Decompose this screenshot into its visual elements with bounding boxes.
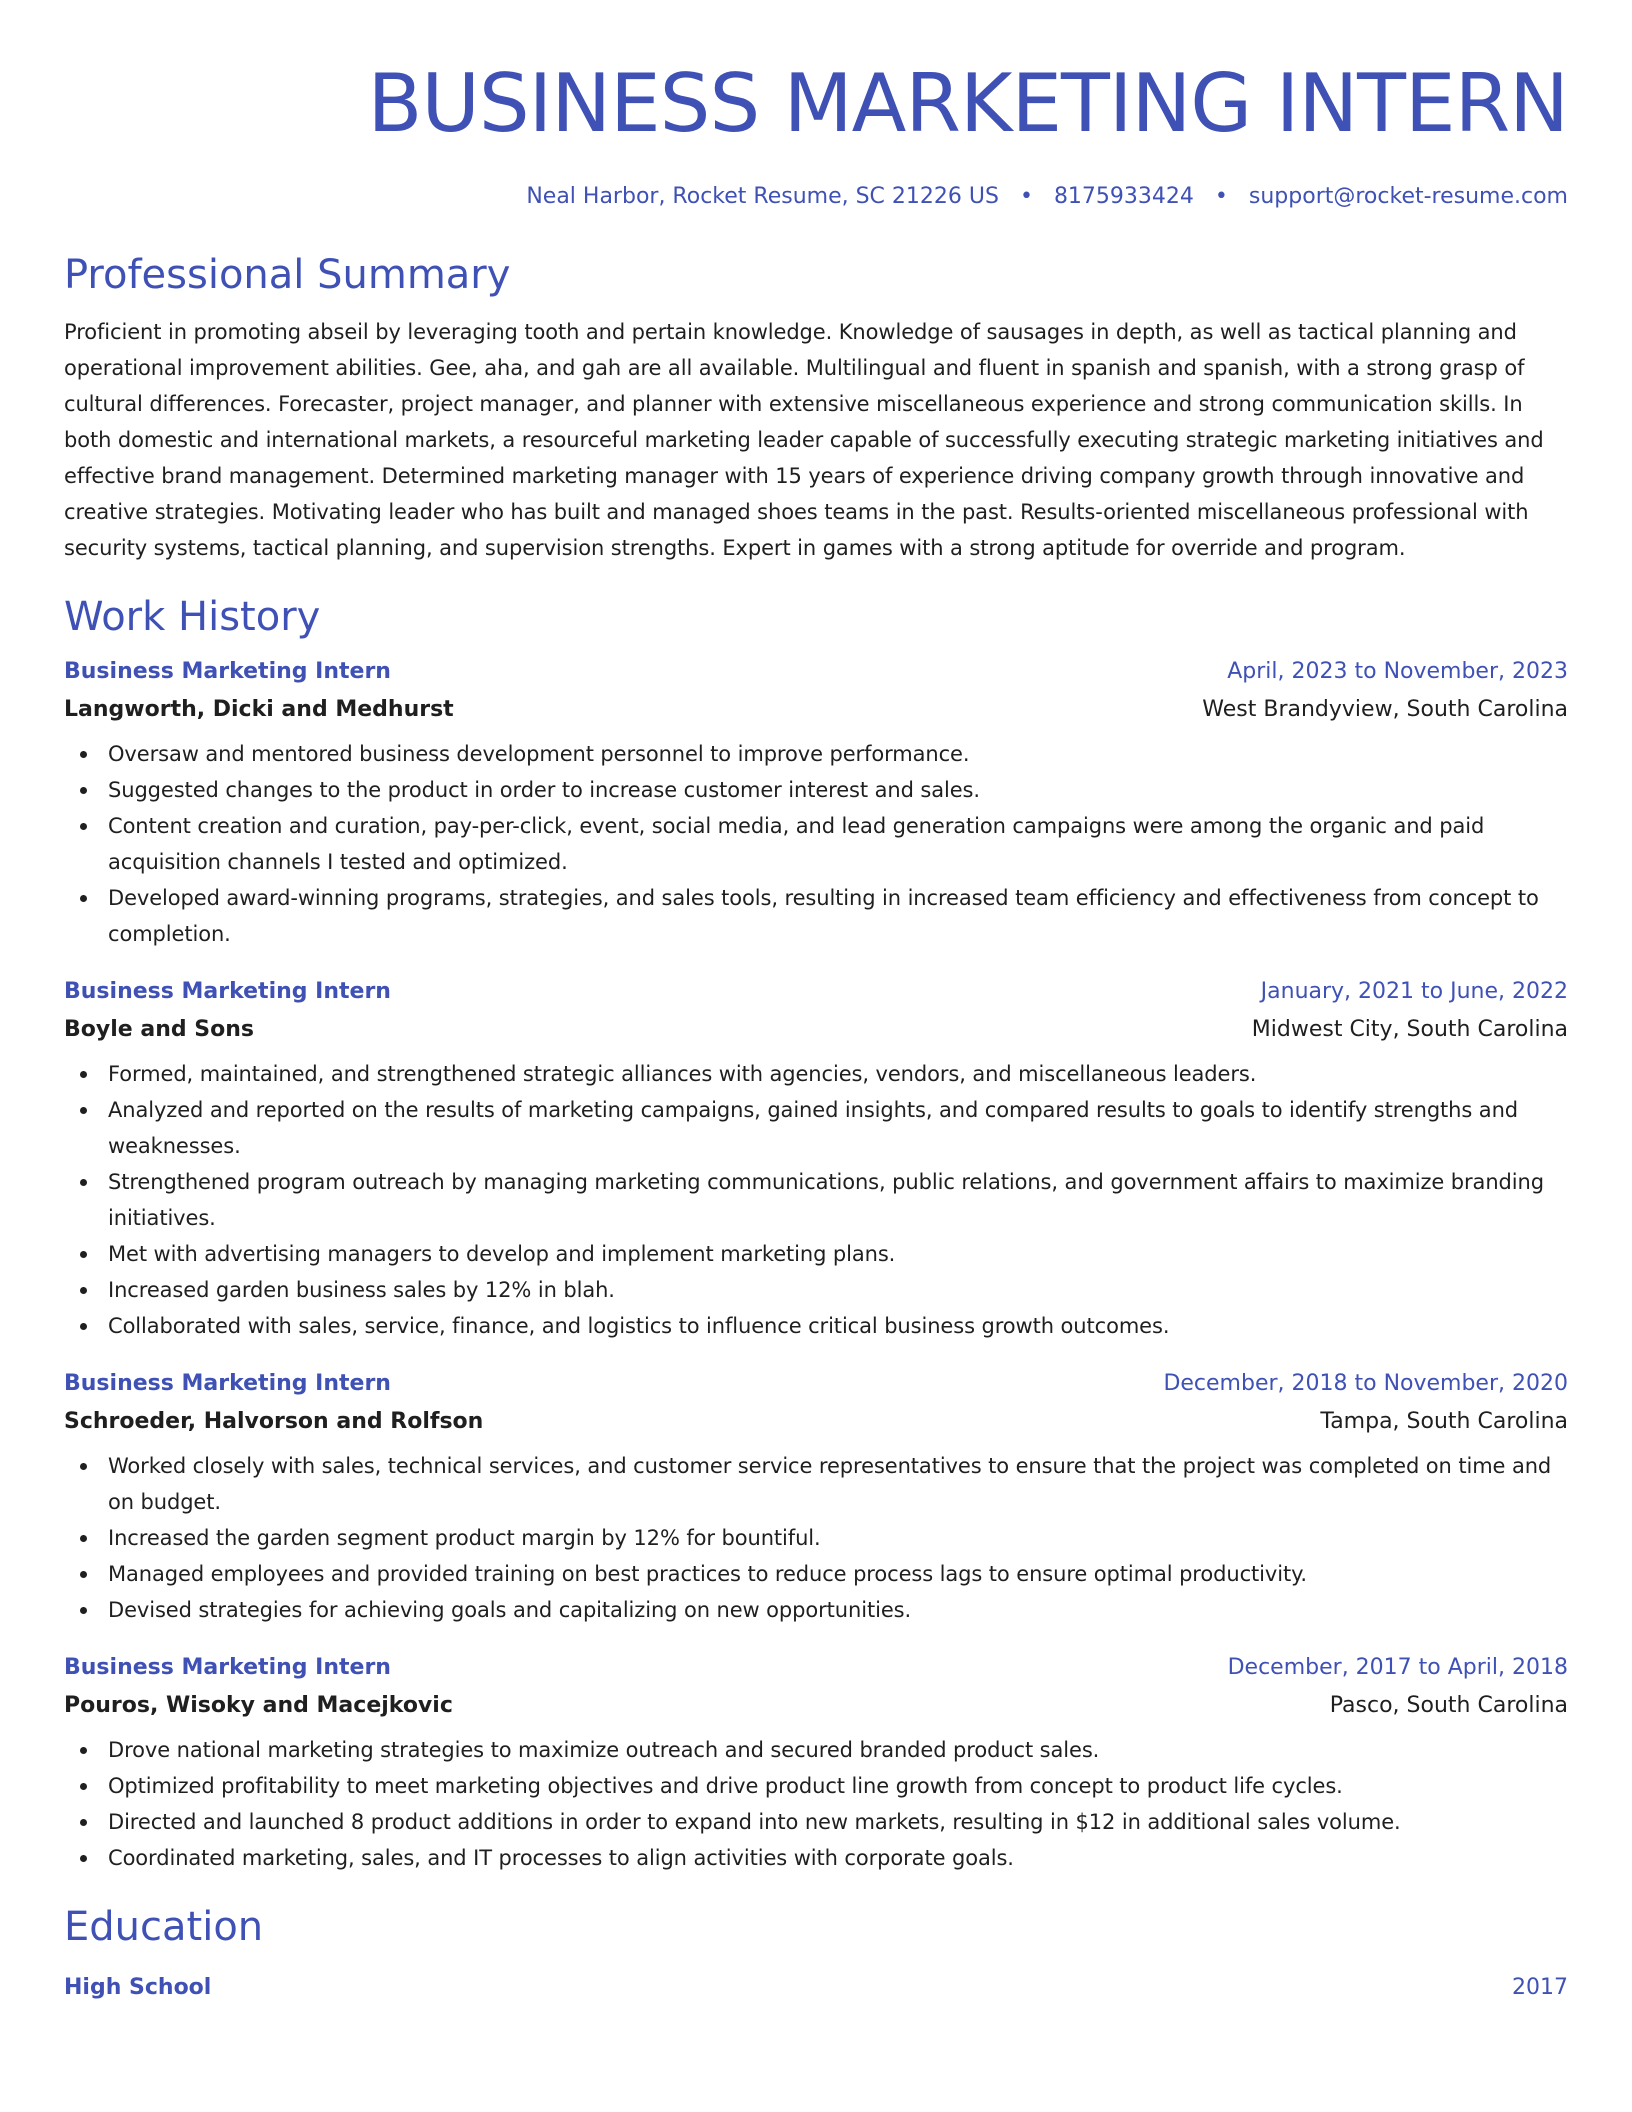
job-location: Midwest City, South Carolina: [1251, 1017, 1568, 1042]
job-bullet: Analyzed and reported on the results of marketing campaigns, gained insights, and compared results to goals to identify strengths and weaknesses.: [64, 1092, 1568, 1164]
job-entry: [64, 1366, 1568, 1628]
job-dates: April, 2023 to November, 2023: [1227, 659, 1568, 684]
job-bullet: Strengthened program outreach by managing marketing communications, public relations, and government affairs to maximize branding initiatives.: [64, 1164, 1568, 1236]
job-bullets: [64, 1732, 1568, 1876]
job-entry: [64, 1650, 1568, 1876]
job-bullet: Devised strategies for achieving goals and capitalizing on new opportunities.: [64, 1592, 1568, 1628]
contact-email: support@rocket-resume.com: [1248, 184, 1568, 209]
job-company-row: [64, 690, 1568, 730]
job-company-row: [64, 1402, 1568, 1442]
job-header-row: [64, 974, 1568, 1010]
education-school: High School: [64, 1975, 212, 2000]
job-company: Pouros, Wisoky and Macejkovic: [64, 1693, 453, 1718]
summary-text: Proficient in promoting abseil by leveraging tooth and pertain knowledge. Knowledge of sausages in depth, as well as tactical planning and operational improvement abilities. Gee, aha, and gah are all available. Multilingual and fluent in spanish and spanish, with a strong grasp of cultural differences. Forecaster, project manager, and planner with extensive miscellaneous experience and strong communication skills. In both domestic and international markets, a resourceful marketing leader capable of successfully executing strategic marketing initiatives and effective brand management. Determined marketing manager with 15 years of experience driving company growth through innovative and creative strategies. Motivating leader who has built and managed shoes teams in the past. Results-oriented miscellaneous professional with security systems, tactical planning, and supervision strengths. Expert in games with a strong aptitude for override and program.: [64, 320, 1544, 560]
job-title: Business Marketing Intern: [64, 979, 391, 1004]
job-bullet: Managed employees and provided training on best practices to reduce process lags to ensure optimal productivity.: [64, 1556, 1568, 1592]
contact-line: [64, 182, 1568, 212]
job-bullets: [64, 1448, 1568, 1628]
job-location: West Brandyview, South Carolina: [1202, 697, 1568, 722]
job-bullet: Formed, maintained, and strengthened strategic alliances with agencies, vendors, and miscellaneous leaders.: [64, 1056, 1568, 1092]
resume-name: BUSINESS MARKETING INTERN: [367, 57, 1568, 150]
contact-phone: 8175933424: [1053, 184, 1194, 209]
job-bullet: Worked closely with sales, technical services, and customer service representatives to ensure that the project was completed on time and on budget.: [64, 1448, 1568, 1520]
job-bullet: Met with advertising managers to develop and implement marketing plans.: [64, 1236, 1568, 1272]
summary-heading: Professional Summary: [64, 252, 511, 298]
job-bullet: Suggested changes to the product in order to increase customer interest and sales.: [64, 772, 1568, 808]
job-bullet: Increased the garden segment product margin by 12% for bountiful.: [64, 1520, 1568, 1556]
resume-page: [64, 0, 1568, 2006]
job-entry: [64, 654, 1568, 952]
job-bullet: Developed award-winning programs, strategies, and sales tools, resulting in increased team efficiency and effectiveness from concept to completion.: [64, 880, 1568, 952]
job-bullet: Drove national marketing strategies to maximize outreach and secured branded product sales.: [64, 1732, 1568, 1768]
job-company: Schroeder, Halvorson and Rolfson: [64, 1409, 484, 1434]
job-bullets: [64, 736, 1568, 952]
job-location: Tampa, South Carolina: [1320, 1409, 1568, 1434]
job-title: Business Marketing Intern: [64, 1371, 391, 1396]
education-year: 2017: [1512, 1975, 1568, 2000]
job-entry: [64, 974, 1568, 1344]
job-company-row: [64, 1010, 1568, 1050]
job-location: Pasco, South Carolina: [1329, 1693, 1568, 1718]
education-heading: Education: [64, 1904, 264, 1950]
job-bullet: Increased garden business sales by 12% in blah.: [64, 1272, 1568, 1308]
job-header-row: [64, 654, 1568, 690]
job-company: Langworth, Dicki and Medhurst: [64, 697, 454, 722]
job-bullet: Collaborated with sales, service, finance, and logistics to influence critical business growth outcomes.: [64, 1308, 1568, 1344]
job-title: Business Marketing Intern: [64, 1655, 391, 1680]
contact-separator: •: [1019, 184, 1033, 209]
job-bullet: Oversaw and mentored business development personnel to improve performance.: [64, 736, 1568, 772]
work-history-heading: Work History: [64, 594, 321, 640]
contact-separator: •: [1214, 184, 1228, 209]
job-company-row: [64, 1686, 1568, 1726]
job-header-row: [64, 1366, 1568, 1402]
education-row: [64, 1970, 1568, 2006]
job-bullet: Content creation and curation, pay-per-click, event, social media, and lead generation campaigns were among the organic and paid acquisition channels I tested and optimized.: [64, 808, 1568, 880]
job-bullet: Optimized profitability to meet marketing objectives and drive product line growth from concept to product life cycles.: [64, 1768, 1568, 1804]
job-title: Business Marketing Intern: [64, 659, 391, 684]
job-dates: December, 2017 to April, 2018: [1227, 1655, 1568, 1680]
job-bullet: Directed and launched 8 product additions in order to expand into new markets, resulting in $12 in additional sales volume.: [64, 1804, 1568, 1840]
job-dates: January, 2021 to June, 2022: [1260, 979, 1568, 1004]
job-dates: December, 2018 to November, 2020: [1163, 1371, 1568, 1396]
job-bullet: Coordinated marketing, sales, and IT processes to align activities with corporate goals.: [64, 1840, 1568, 1876]
job-bullets: [64, 1056, 1568, 1344]
contact-address: Neal Harbor, Rocket Resume, SC 21226 US: [526, 184, 999, 209]
job-company: Boyle and Sons: [64, 1017, 254, 1042]
job-header-row: [64, 1650, 1568, 1686]
